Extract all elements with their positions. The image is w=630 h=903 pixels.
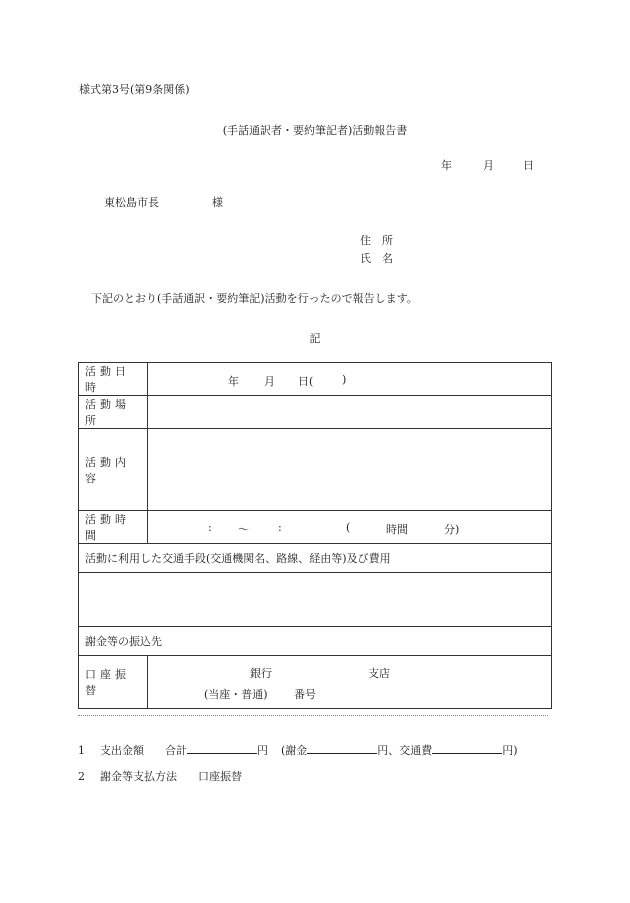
bank-header: 謝金等の振込先 bbox=[79, 627, 552, 656]
time-tilde: 〜 bbox=[238, 522, 249, 536]
payment-yen-3: 円) bbox=[502, 744, 518, 757]
transport-field[interactable] bbox=[79, 573, 552, 627]
bank-transfer-field[interactable] bbox=[148, 656, 552, 709]
total-amount-blank[interactable] bbox=[187, 742, 257, 754]
transport-amount-blank[interactable] bbox=[432, 742, 502, 754]
time-minutes: 分) bbox=[444, 522, 460, 536]
form-number: 様式第3号(第9条関係) bbox=[79, 83, 190, 96]
activity-content-field[interactable] bbox=[148, 429, 552, 511]
activity-place-label: 活動場所 bbox=[79, 396, 148, 429]
bank-account-type: (当座・普通) bbox=[204, 688, 268, 701]
ki-heading: 記 bbox=[309, 332, 321, 345]
payment-method-line bbox=[78, 768, 242, 784]
report-table bbox=[78, 362, 552, 709]
time-open-paren: ( bbox=[346, 520, 351, 534]
transport-label: 活動に利用した交通手段(交通機関名、路線、経由等)及び費用 bbox=[79, 544, 552, 573]
payment-amount-line bbox=[78, 742, 518, 758]
addressee bbox=[104, 194, 223, 210]
honorarium-amount-blank[interactable] bbox=[307, 742, 377, 754]
time-hours: 時間 bbox=[386, 522, 408, 536]
address-label: 住 所 bbox=[360, 234, 393, 247]
payment-total-label: 合計 bbox=[165, 744, 187, 757]
addressee-name: 東松島市長 bbox=[104, 196, 159, 209]
time-colon-start: : bbox=[208, 520, 212, 534]
payment-honorarium-label: (謝金 bbox=[281, 744, 308, 757]
bank-branch: 支店 bbox=[368, 667, 390, 680]
payment-item-number-2: 2 bbox=[78, 770, 85, 783]
activity-time-label: 活動時間 bbox=[79, 511, 148, 544]
report-date bbox=[441, 157, 534, 173]
activity-time-field[interactable] bbox=[148, 511, 552, 544]
payment-method-value: 口座振替 bbox=[198, 770, 242, 783]
bank-name: 銀行 bbox=[250, 667, 272, 680]
document-title: (手話通訳者・要約筆記者)活動報告書 bbox=[222, 124, 408, 137]
activity-place-field[interactable] bbox=[148, 396, 552, 429]
activity-date-close: ) bbox=[342, 372, 347, 386]
activity-content-label: 活動内容 bbox=[79, 429, 148, 511]
time-colon-end: : bbox=[278, 520, 282, 534]
payment-amount-label: 支出金額 bbox=[100, 744, 144, 757]
payment-item-number-1: 1 bbox=[78, 744, 85, 757]
payment-yen-2: 円、交通費 bbox=[377, 744, 433, 757]
activity-date-day: 日( bbox=[298, 374, 314, 388]
separator-line bbox=[78, 715, 548, 716]
activity-date-field[interactable] bbox=[148, 363, 552, 396]
bank-account-number: 番号 bbox=[294, 688, 316, 701]
payment-method-label: 謝金等支払方法 bbox=[100, 770, 177, 783]
addressee-honorific: 様 bbox=[212, 196, 223, 209]
activity-date-year: 年 bbox=[228, 374, 239, 388]
intro-text: 下記のとおり(手話通訳・要約筆記)活動を行ったので報告します。 bbox=[91, 292, 418, 305]
activity-date-label: 活動日時 bbox=[79, 363, 148, 396]
activity-date-month: 月 bbox=[264, 374, 275, 388]
bank-transfer-label: 口座振替 bbox=[79, 656, 148, 709]
payment-yen-1: 円 bbox=[257, 744, 268, 757]
name-label: 氏 名 bbox=[360, 252, 393, 265]
date-month: 月 bbox=[483, 159, 494, 172]
date-year: 年 bbox=[441, 159, 452, 172]
date-day: 日 bbox=[523, 159, 534, 172]
